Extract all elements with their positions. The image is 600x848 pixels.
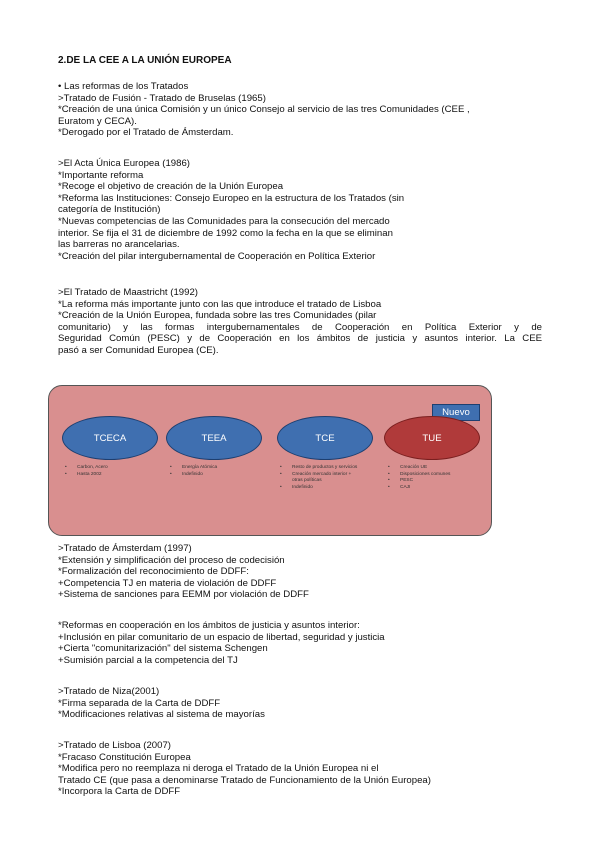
- ellipse-tue: TUE: [384, 416, 480, 460]
- text-line: *Formalización del reconocimiento de DDFF:: [58, 566, 249, 578]
- text-line: *Modifica pero no reemplaza ni deroga el Tratado de la Unión Europea ni el: [58, 763, 379, 775]
- text-line: Euratom y CECA).: [58, 115, 137, 127]
- text-line: Seguridad Común (PESC) y de Cooperación en los ámbitos de justicia y asuntos interior. La CEE: [58, 333, 542, 345]
- text-line: *Derogado por el Tratado de Ámsterdam.: [58, 127, 234, 139]
- text-line: • Las reformas de los Tratados: [58, 81, 189, 92]
- text-line: >Tratado de Fusión - Tratado de Bruselas (1965): [58, 92, 266, 104]
- tceca-list: [63, 465, 153, 478]
- list-item: • Hasta 2002: [63, 472, 153, 479]
- text-line: Tratado CE (que pasa a denominarse Tratado de Funcionamiento de la Unión Europea): [58, 774, 431, 786]
- text-line: *Nuevas competencias de las Comunidades para la consecución del mercado: [58, 215, 390, 227]
- text-line: +Sistema de sanciones para EEMM por violación de DDFF: [58, 589, 309, 601]
- section-heading: >El Acta Única Europea (1986): [58, 158, 190, 169]
- text-line: *Creación de la Unión Europea, fundada sobre las tres Comunidades (pilar: [58, 310, 377, 322]
- text-line: *Firma separada de la Carta de DDFF: [58, 697, 221, 709]
- text-line: +Cierta "comunitarización" del sistema Schengen: [58, 643, 268, 655]
- section-heading: >Tratado de Lisboa (2007): [58, 740, 171, 751]
- cooperacion-section: [58, 620, 542, 666]
- section-heading: >Tratado de Niza(2001): [58, 686, 160, 697]
- maastricht-section: [58, 287, 542, 357]
- tce-list: [278, 465, 358, 491]
- text-line: interior. Se fija el 31 de diciembre de 1992 como la fecha en la que se eliminan: [58, 227, 393, 239]
- text-line: *Reformas en cooperación en los ámbitos de justicia y asuntos interior:: [58, 620, 360, 631]
- list-item: • Disposiciones comunes: [386, 472, 468, 479]
- ellipse-teea: TEEA: [166, 416, 262, 460]
- text-line: *Fracaso Constitución Europea: [58, 751, 191, 763]
- text-line: *Modificaciones relativas al sistema de mayorías: [58, 709, 265, 721]
- lisboa-section: [58, 740, 542, 798]
- page-title: 2.DE LA CEE A LA UNIÓN EUROPEA: [58, 55, 232, 66]
- list-item: • Creación mercado interior + otras políticas: [278, 472, 358, 485]
- text-line: +Inclusión en pilar comunitario de un espacio de libertad, seguridad y justicia: [58, 631, 385, 643]
- text-line: *Creación de una única Comisión y un único Consejo al servicio de las tres Comunidades (CEE ,: [58, 104, 470, 116]
- list-item: • Resto de productos y servicios: [278, 465, 358, 472]
- text-line: *Recoge el objetivo de creación de la Unión Europea: [58, 181, 284, 193]
- ellipse-tceca: TCECA: [62, 416, 158, 460]
- tue-list: [386, 465, 468, 491]
- list-item: • Carbon, Acero: [63, 465, 153, 472]
- ellipse-tce: TCE: [277, 416, 373, 460]
- text-line: *Reforma las Instituciones: Consejo Europeo en la estructura de los Tratados (sin: [58, 192, 405, 204]
- text-line: *Incorpora la Carta de DDFF: [58, 786, 181, 798]
- section-heading: >Tratado de Ámsterdam (1997): [58, 543, 192, 554]
- niza-section: [58, 686, 542, 721]
- list-item: • Creación UE: [386, 465, 468, 472]
- acta-unica-section: [58, 158, 542, 262]
- intro-section: [58, 81, 542, 139]
- list-item: • Energía Atómica: [168, 465, 258, 472]
- treaties-diagram: [48, 385, 492, 536]
- text-line: pasó a ser Comunidad Europea (CE).: [58, 344, 219, 356]
- text-line: *Creación del pilar intergubernamental de Cooperación en Política Exterior: [58, 250, 376, 262]
- text-line: *Importante reforma: [58, 169, 144, 181]
- list-item: • CAJI: [386, 485, 468, 492]
- text-line: *Extensión y simplificación del proceso de codecisión: [58, 554, 285, 566]
- text-line: +Competencia TJ en materia de violación de DDFF: [58, 577, 277, 589]
- text-line: +Sumisión parcial a la competencia del TJ: [58, 654, 238, 666]
- list-item: • Indefinido: [168, 472, 258, 479]
- text-line: *La reforma más importante junto con las que introduce el tratado de Lisboa: [58, 298, 382, 310]
- text-line: las barreras no arancelarias.: [58, 239, 180, 251]
- new-badge: Nuevo: [432, 404, 480, 421]
- text-line: categoría de Institución): [58, 204, 161, 216]
- section-heading: >El Tratado de Maastricht (1992): [58, 287, 198, 298]
- list-item: • PESC: [386, 478, 468, 485]
- teea-list: [168, 465, 258, 478]
- list-item: • Indefinido: [278, 485, 358, 492]
- text-line: comunitario) y las formas intergubernamentales de Cooperación en Política Exterior y de: [58, 321, 542, 333]
- amsterdam-section: [58, 543, 542, 601]
